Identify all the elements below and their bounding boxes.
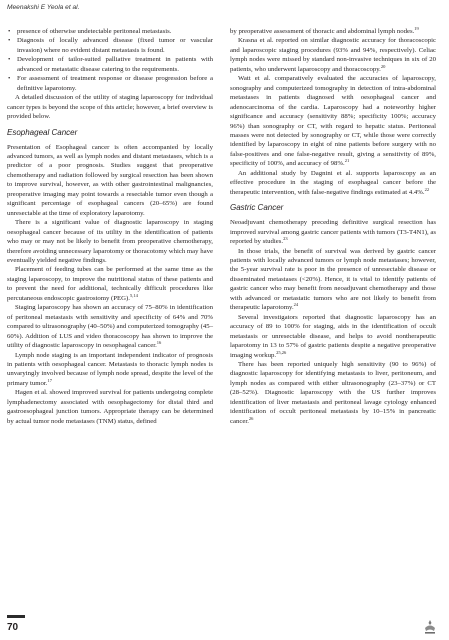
paragraph xyxy=(7,265,213,303)
paragraph xyxy=(230,313,436,360)
page-number-rule xyxy=(7,615,25,618)
paragraph-text: Lymph node staging is an important independent indicator of prognosis in patients with oesophageal cancer. Metastasis to thoracic lymph nodes is unvaryingly involved because of lymph node spread, despite the level of the primary tumor. xyxy=(7,351,213,387)
left-column xyxy=(7,27,213,426)
citation: 22 xyxy=(424,186,430,192)
paragraph xyxy=(230,27,436,36)
citation: 26 xyxy=(248,415,254,421)
citation: 16 xyxy=(156,340,162,346)
citation: 5,14 xyxy=(129,292,138,298)
citation: 25,26 xyxy=(276,349,287,355)
list-item: • Diagnosis of locally advanced disease (fixed tumor or vascular invasion) where no evident distant metastasis is found. xyxy=(7,36,213,55)
paragraph-text: In those trials, the benefit of survival was derived by gastric cancer patients with locally advanced tumors or lymph node metastases; however, the 5-year survival rate is poor in the presence of unresectable disease or disseminated metastases (<20%). Hence, it is vital to identify patients of gastric cancer who may benefit from neoadjuvant chemotherapy and those with advanced or metastatic tumors who are not likely to benefit from therapeutic laparotomy. xyxy=(230,247,436,312)
paragraph-text: Placement of feeding tubes can be performed at the same time as the staging laparoscopy, to improve the nutritional status of these patients and to prevent the need for additional, technically difficult procedures like percutaneous endoscopic gastrostomy (PEG). xyxy=(7,266,213,302)
citation: 24 xyxy=(293,302,299,308)
paragraph xyxy=(230,360,436,426)
paragraph xyxy=(230,169,436,197)
paragraph-text: by preoperative assessment of thoracic and abdominal lymph nodes. xyxy=(230,28,415,35)
section-heading-esophageal: Esophageal Cancer xyxy=(7,127,78,137)
right-column xyxy=(230,27,436,426)
intro-paragraph: A detailed discussion of the utility of staging laparoscopy for individual cancer types is beyond the scope of this article; however, a brief overview is provided below. xyxy=(7,94,213,121)
running-head: Meenakshi E Yeola et al. xyxy=(7,4,80,11)
list-item: • For assessment of treatment response or disease progression before a definitive laparotomy. xyxy=(7,74,213,93)
paragraph xyxy=(230,74,436,169)
list-item: • Development of tailor-suited palliative treatment in patients with advanced or metastatic disease catering to the requirements. xyxy=(7,55,213,74)
page-number: 70 xyxy=(7,622,19,633)
paragraph-text: Neoadjuvant chemotherapy preceding definitive surgical resection has improved survival among gastric cancer patients with tumors (T3-T4N1), as reported by studies. xyxy=(230,219,436,246)
citation: 19 xyxy=(414,26,419,31)
paragraph xyxy=(230,247,436,313)
paragraph-text: Watt et al. comparatively evaluated the accuracies of laparoscopy, sonography and computerized tomography in detection of intra-abdominal metastases in patients diagnosed with oesophageal cancer and adenocarcinoma of the cardia. Laparoscopy had a noteworthy higher significance and accuracy (sensitivity 88%; specificity 100%; accuracy 96%) than sonography or CT, with regard to hepatic status. Peritoneal masses were not detected by sonography or CT, while those were correctly identified by laparoscopy in eight of nine patients before surgery with no false-positives and one false-negative result, giving a sensitivity of 89%, specificity of 100%, and accuracy of 98%. xyxy=(230,75,436,168)
paragraph-text: There has been reported uniquely high sensitivity (90 to 96%) of diagnostic laparoscopy for identifying metastasis to liver, peritoneum, and lymph nodes as compared with either ultrasonography (23–37%) or CT (28–52%). Diagnostic laparoscopy with the US further improves identification of liver metastasis and peritoneal lavage cytology enhanced identification of occult peritoneal metastasis by 10–15% in pancreatic cancer. xyxy=(230,360,436,425)
paragraph-text: Hagen et al. showed improved survival for patients undergoing complete lymphadenectomy associated with oesophagectomy for distal third and gastroesophageal junction tumors. Appropriate therapy can be determined by actual tumor node metastases (TNM) status, defined xyxy=(7,389,213,425)
paragraph xyxy=(230,218,436,246)
paragraph xyxy=(7,351,213,389)
citation: 20 xyxy=(380,63,386,69)
paragraph-text: Staging laparoscopy has shown an accuracy of 75–80% in identification of peritoneal metastasis with sensitivity and specificity of 64% and 70% compared to ultrasonography (40–50%) and computerized tomography (45–60%). Addition of LUS and video thoracoscopy has shown to improve the utility of diagnostic laparoscopy in oesophageal cancer. xyxy=(7,304,214,350)
paragraph-text: Several investigators reported that diagnostic laparoscopy has an accuracy of 89 to 100% for staging, aids in the identification of occult metastasis or unresectable disease, and helps to avoid nontherapeutic laparotomy in 13 to 57% of gastric patients despite a negative preoperative imaging workup. xyxy=(230,313,436,359)
paragraph xyxy=(7,388,213,426)
paragraph: Presentation of Esophageal cancer is often accompanied by locally advanced tumors, as well as lymph nodes and distant metastases, which is a predictor of a poor prognosis. Studies suggest that preoperative chemotherapy and radiation followed by surgical resection has been shown to improve survival, however, as with other gastrointestinal malignancies, preoperative imaging may point towards a resectable tumor even though a significant percentage of esophageal cancers (20–65%) are found unresectable at the time of exploratory laparotomy. xyxy=(7,143,213,217)
citation: 21 xyxy=(344,158,350,164)
citation: 17 xyxy=(47,377,52,383)
publisher-logo-icon xyxy=(422,619,438,635)
indication-list xyxy=(7,27,213,93)
paragraph-text: An additional study by Dagnini et al. supports laparoscopy as an effective procedure in the staging of esophageal cancer before the therapeutic intervention, with false-negative findings estimated at 4.4%. xyxy=(230,169,436,196)
paragraph xyxy=(7,303,213,350)
list-item: • presence of otherwise undetectable peritoneal metastasis. xyxy=(7,27,213,36)
paragraph xyxy=(230,36,436,74)
citation: 23 xyxy=(283,236,288,242)
section-heading-gastric: Gastric Cancer xyxy=(230,203,284,213)
paragraph-text: Krasna et al. reported on similar diagnostic accuracy for thoracoscopic and laparoscopic staging procedures (93% and 94%, respectively). Celiac lymph nodes were missed by standard non-invasive techniques in six of 20 patients, who underwent laparoscopy and thoracoscopy. xyxy=(230,37,436,73)
paragraph: There is a significant value of diagnostic laparoscopy in staging oesophageal cancer because of its utility in the identification of patients who may or may not be likely to benefit from preoperative chemotherapy, therefore avoiding unnecessary laparotomy or thoracotomy which may have eventually yielded negative findings. xyxy=(7,219,213,264)
